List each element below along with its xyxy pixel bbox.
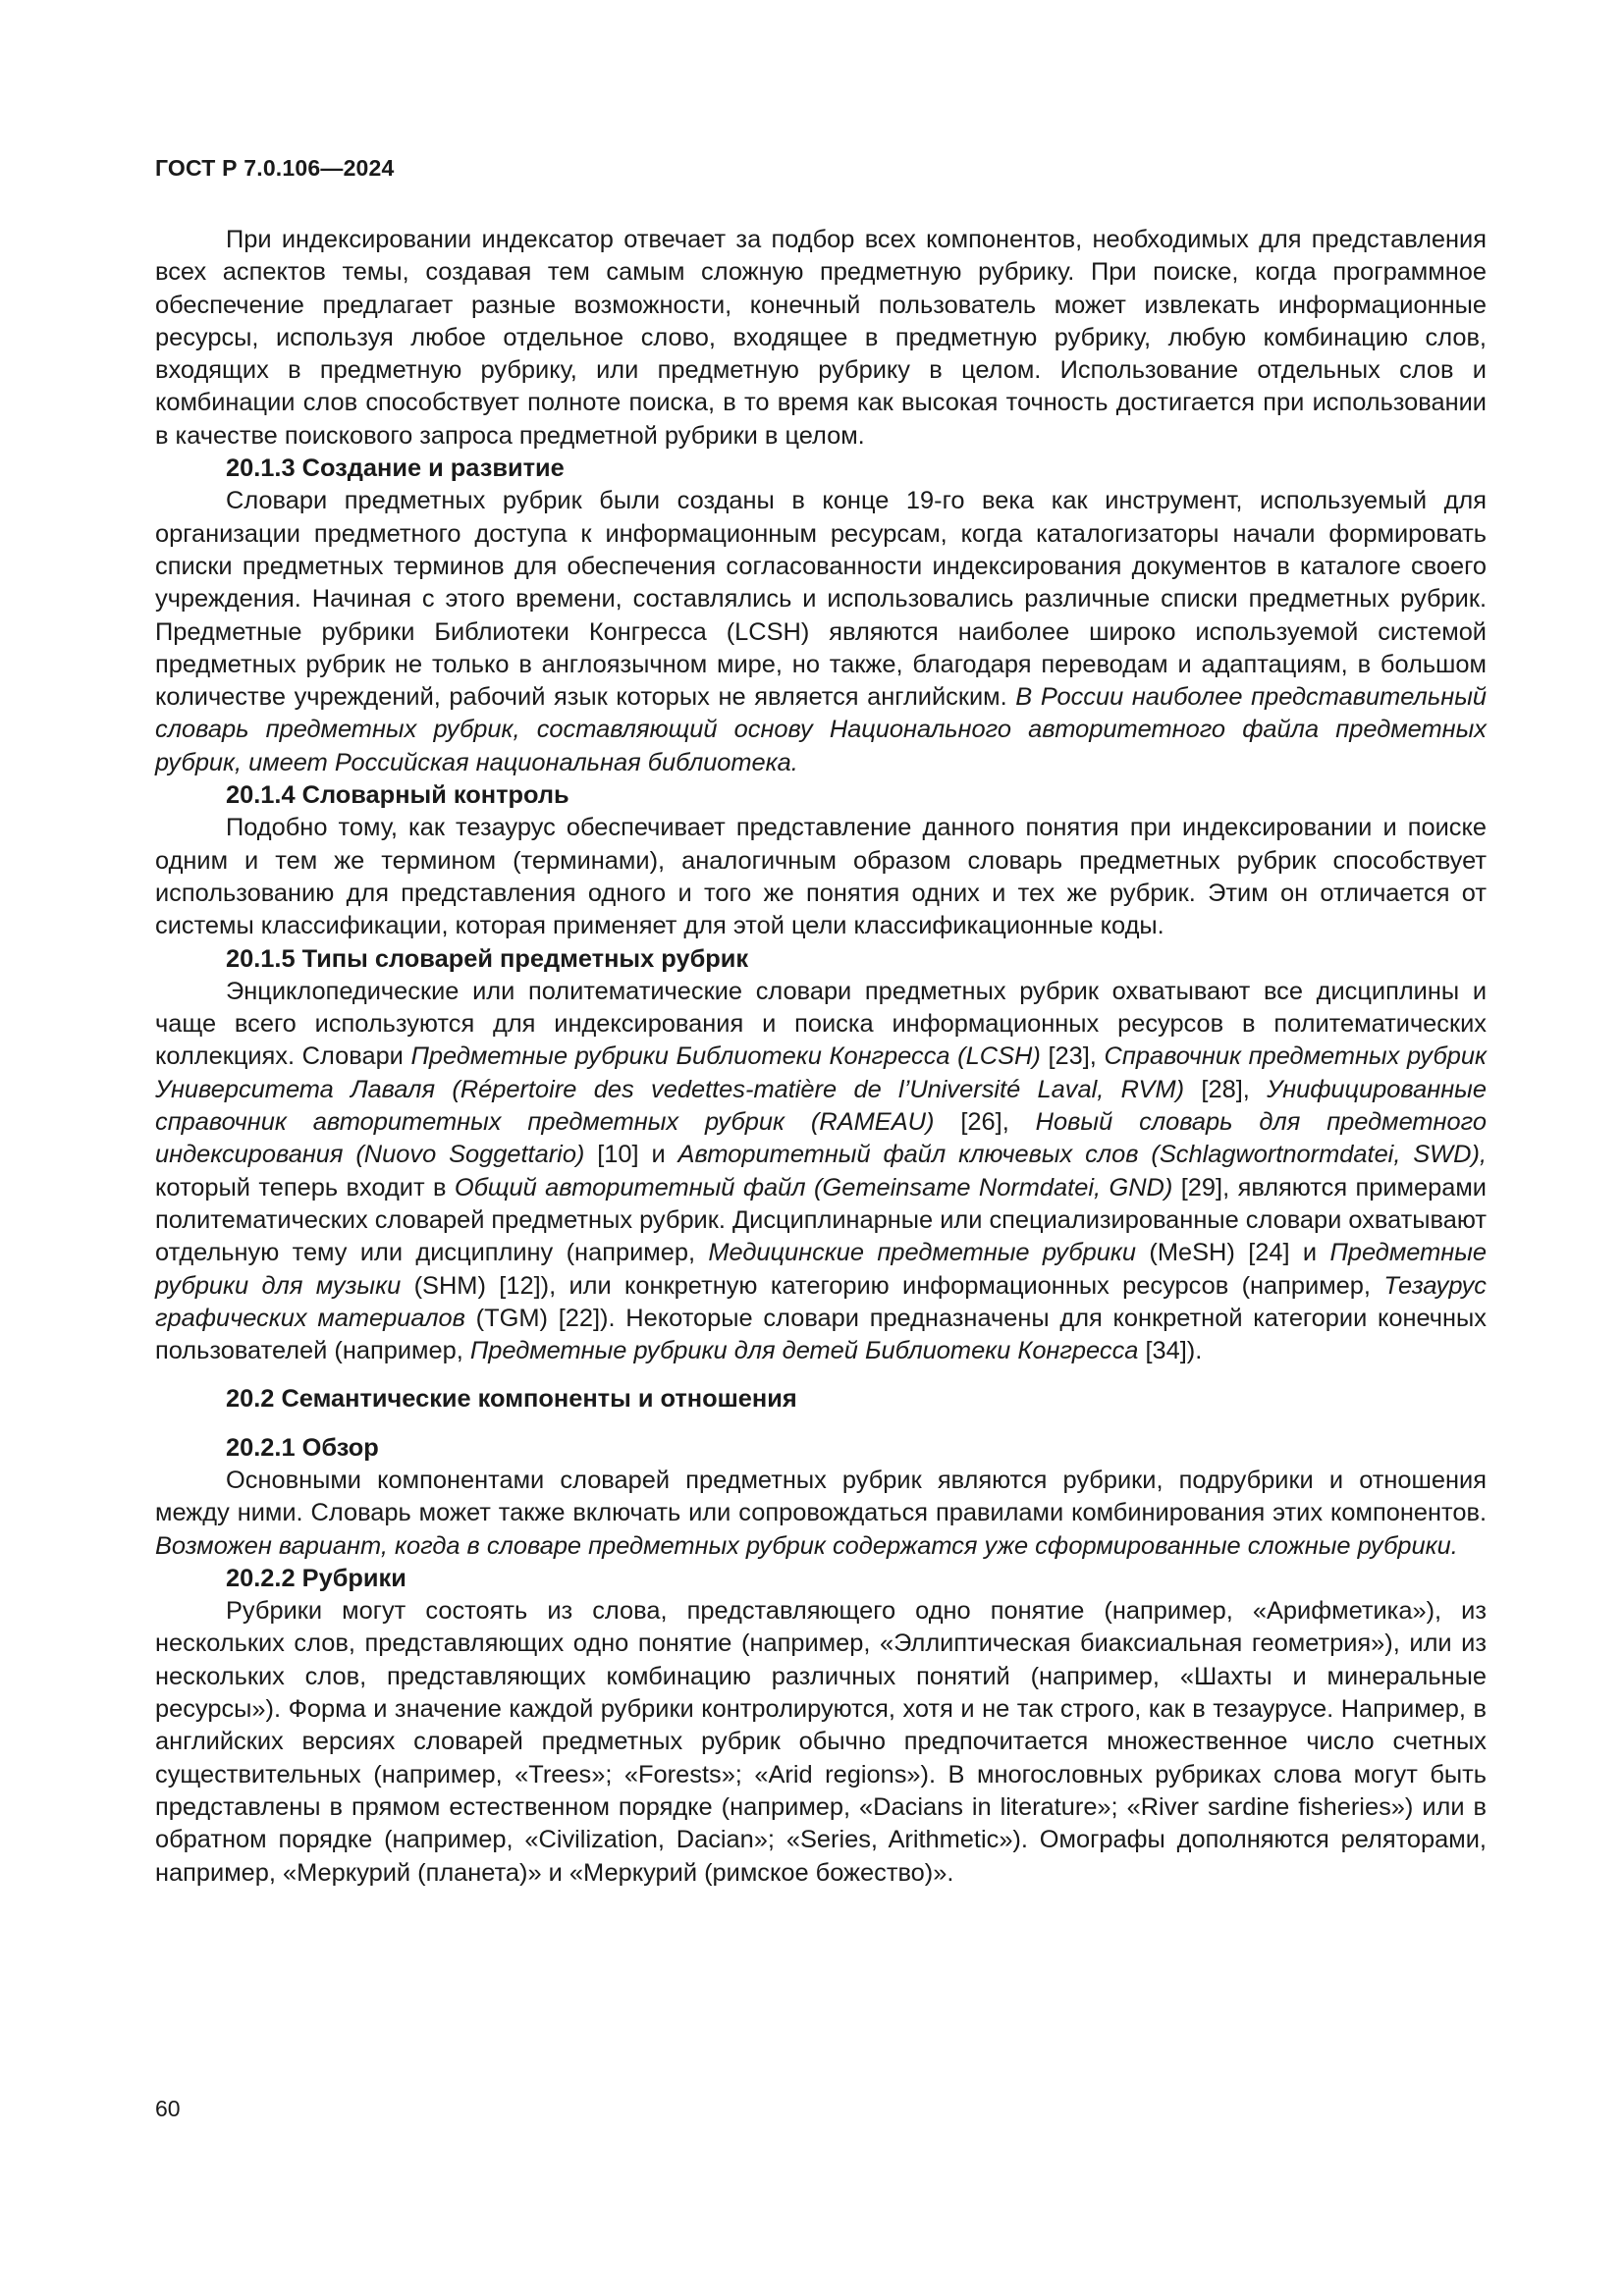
text-run: [26],: [934, 1108, 1036, 1137]
paragraph-indexing-intro: При индексировании индексатор отвечает за подбор всех компонентов, необходимых для представления всех аспектов темы, создавая тем самым сложную предметную рубрику. При поиске, когда программное обеспечение предлагает разные возможности, конечный пользователь может извлекать информационные ресурсы, используя любое отдельное слово, входящее в предметную рубрику, любую комбинацию слов, входящих в предметную рубрику, или предметную рубрику в целом. Использование отдельных слов и комбинации слов способствует полноте поиска, в то время как высокая точность достигается при использовании в качестве поискового запроса предметной рубрики в целом.: [155, 226, 1487, 450]
heading-20-2: 20.2 Семантические компоненты и отношения: [226, 1385, 797, 1414]
italic-title: Медицинские предметные рубрики: [708, 1239, 1137, 1267]
text-run: [10] и: [584, 1141, 678, 1169]
text-run: [28],: [1184, 1075, 1268, 1103]
heading-20-1-4: 20.1.4 Словарный контроль: [226, 781, 569, 810]
heading-20-1-3: 20.1.3 Создание и развитие: [226, 454, 565, 483]
paragraph-italic: Возможен вариант, когда в словаре предметных рубрик содержатся уже сформированные сложные рубрики.: [155, 1531, 1458, 1560]
document-body: [155, 224, 1487, 1890]
text-run: (MeSH) [24] и: [1136, 1239, 1330, 1267]
text-run: [34]).: [1138, 1337, 1203, 1365]
text-run: [23],: [1040, 1042, 1105, 1071]
heading-20-1-5: 20.1.5 Типы словарей предметных рубрик: [226, 944, 749, 973]
text-run: [29], являются примерами политематических словарей предметных рубрик. Дисциплинарные или специализированные словари охватывают отдельную тему или дисциплину (например,: [155, 1173, 1487, 1267]
italic-title: Новый словарь для предметного индексирования (Nuovo Soggettario): [155, 1108, 1488, 1169]
paragraph-20-1-5: [155, 976, 1487, 1368]
italic-title: Предметные рубрики Библиотеки Конгресса (LCSH): [410, 1042, 1041, 1071]
paragraph-text: Основными компонентами словарей предметных рубрик являются рубрики, подрубрики и отношения между ними. Словарь может также включать или сопровождаться правилами комбинирования этих компонентов.: [155, 1466, 1487, 1527]
italic-title: Предметные рубрики для детей Библиотеки Конгресса: [469, 1337, 1139, 1365]
paragraph-20-2-1: [155, 1465, 1487, 1563]
italic-title: Общий авторитетный файл (Gemeinsame Normdatei, GND): [454, 1173, 1173, 1201]
paragraph-italic: В России наиболее представительный словарь предметных рубрик, составляющий основу Национального авторитетного файла предметных рубрик, имеет Российская национальная библиотека.: [155, 683, 1487, 776]
text-run: (TGM) [22]). Некоторые словари предназначены для конкретной категории конечных пользователей (например,: [155, 1304, 1487, 1365]
heading-20-2-2: 20.2.2 Рубрики: [226, 1564, 406, 1592]
italic-title: Унифицированные справочник авторитетных предметных рубрик (RAMEAU): [155, 1075, 1487, 1137]
paragraph-text: Словари предметных рубрик были созданы в конце 19-го века как инструмент, используемый для организации предметного доступа к информационным ресурсам, когда каталогизаторы начали формировать списки предметных терминов для обеспечения согласованности индексирования документов в каталоге своего учреждения. Начиная с этого времени, составлялись и использовались различные списки предметных рубрик. Предметные рубрики Библиотеки Конгресса (LCSH) являются наиболее широко используемой системой предметных рубрик не только в англоязычном мире, но также, благодаря переводам и адаптациям, в большом количестве учреждений, рабочий язык которых не является английским.: [155, 487, 1487, 712]
heading-20-2-1: 20.2.1 Обзор: [226, 1433, 379, 1462]
standard-code-header: ГОСТ Р 7.0.106—2024: [155, 155, 395, 181]
italic-title: Тезаурус графических материалов: [155, 1271, 1488, 1332]
paragraph-20-1-3: [155, 485, 1487, 779]
text-run: который теперь входит в: [155, 1173, 455, 1201]
page-number: 60: [155, 2096, 181, 2121]
text-run: (SHM) [12]), или конкретную категорию информационных ресурсов (например,: [401, 1271, 1384, 1300]
paragraph-20-2-2: Рубрики могут состоять из слова, представляющего одно понятие (например, «Арифметика»), из нескольких слов, представляющих одно понятие (например, «Эллиптическая биаксиальная геометрия»), или из нескольких слов, представляющих комбинацию различных понятий (например, «Шахты и минеральные ресурсы»). Форма и значение каждой рубрики контролируются, хотя и не так строго, как в тезаурусе. Например, в английских версиях словарей предметных рубрик обычно предпочитается множественное число счетных существительных (например, «Trees»; «Forests»; «Arid regions»). В многословных рубриках слова могут быть представлены в прямом естественном порядке (например, «Dacians in literature»; «River sardine fisheries») или в обратном порядке (например, «Civilization, Dacian»; «Series, Arithmetic»). Омографы дополняются реляторами, например, «Меркурий (планета)» и «Меркурий (римское божество)».: [155, 1597, 1487, 1887]
italic-title: Авторитетный файл ключевых слов (Schlagwortnormdatei, SWD),: [677, 1141, 1487, 1169]
text-run: Энциклопедические или политематические словари предметных рубрик охватывают все дисциплины и чаще всего используются для индексирования и поиска информационных ресурсов в политематических коллекциях. Словари: [155, 977, 1487, 1071]
italic-title: Справочник предметных рубрик Университета Лаваля (Répertoire des vedettes-matière de l’Université Laval, RVM): [155, 1042, 1488, 1103]
paragraph-20-1-4: Подобно тому, как тезаурус обеспечивает представление данного понятия при индексировании и поиске одним и тем же термином (терминами), аналогичным образом словарь предметных рубрик способствует использованию для представления одного и того же понятия одних и тех же рубрик. Этим он отличается от системы классификации, которая применяет для этой цели классификационные коды.: [155, 814, 1487, 940]
italic-title: Предметные рубрики для музыки: [155, 1239, 1487, 1300]
